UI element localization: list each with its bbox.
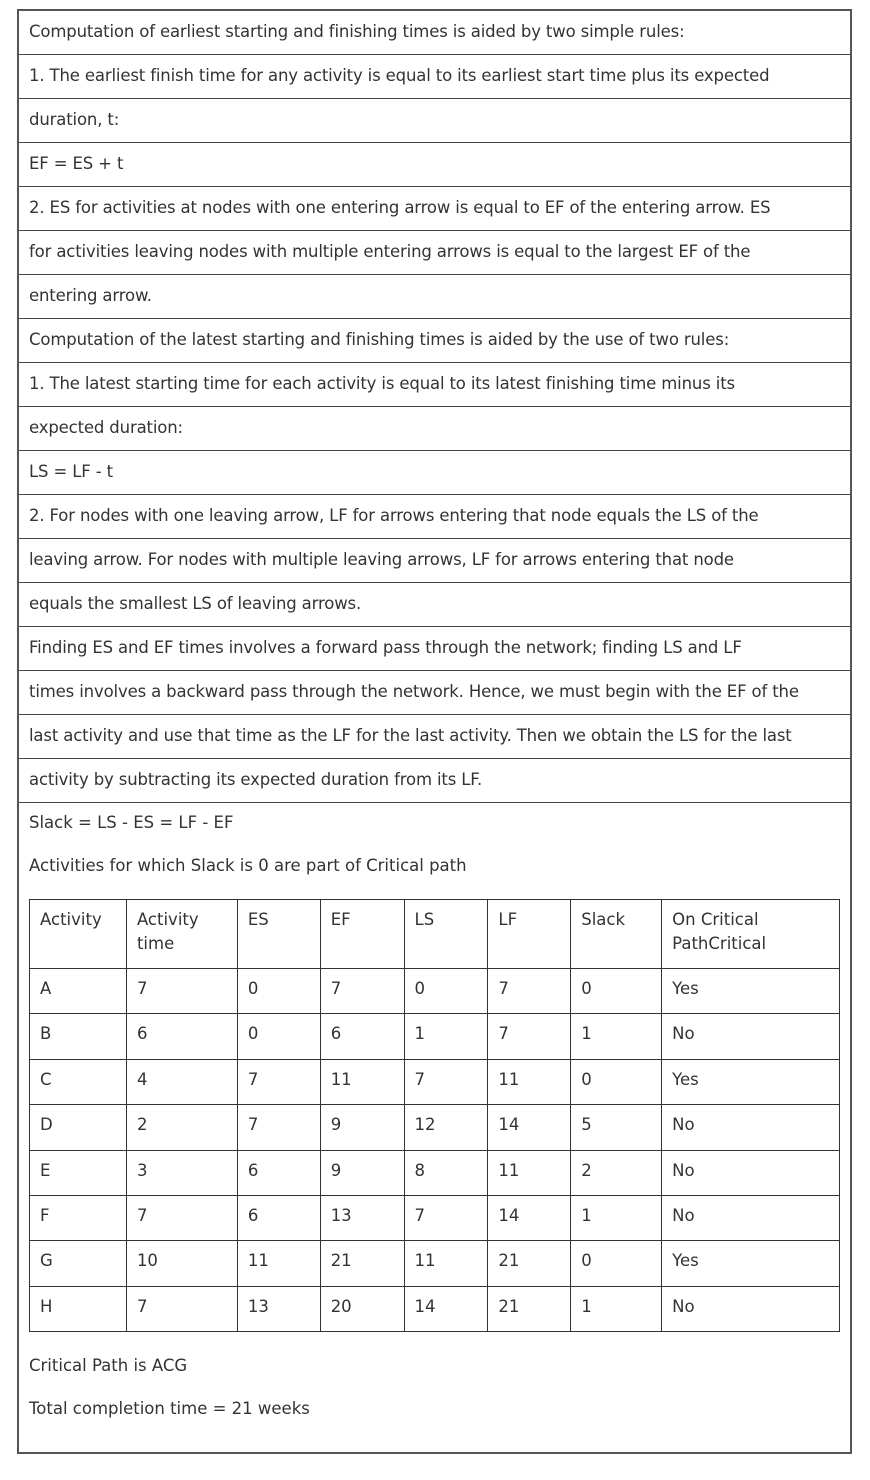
cell-ls: 0: [404, 969, 488, 1014]
cell-lf: 14: [488, 1105, 571, 1150]
cell-on-critical-path: No: [662, 1014, 840, 1059]
cell-lf: 7: [488, 969, 571, 1014]
cell-lf: 7: [488, 1014, 571, 1059]
cell-activity: B: [30, 1014, 127, 1059]
cell-slack: 5: [571, 1105, 662, 1150]
cell-on-critical-path: No: [662, 1105, 840, 1150]
cell-activity-time: 6: [126, 1014, 237, 1059]
text-line: 1. The earliest finish time for any activity is equal to its earliest start time plus its expected: [19, 55, 850, 99]
total-time-text: Total completion time = 21 weeks: [29, 1399, 310, 1419]
header-activity-time: Activity time: [126, 900, 237, 969]
cell-on-critical-path: Yes: [662, 969, 840, 1014]
table-row: [30, 1105, 840, 1150]
text-line: Finding ES and EF times involves a forward pass through the network; finding LS and LF: [19, 627, 850, 671]
text-line: equals the smallest LS of leaving arrows.: [19, 583, 850, 627]
text-line: EF = ES + t: [19, 143, 850, 187]
cell-activity: G: [30, 1241, 127, 1286]
text-lines: [19, 11, 850, 803]
table-body: [30, 969, 840, 1332]
cell-ef: 13: [320, 1195, 404, 1240]
cell-es: 0: [237, 969, 320, 1014]
cell-ls: 12: [404, 1105, 488, 1150]
table-row: [30, 1150, 840, 1195]
cell-activity-time: 7: [126, 969, 237, 1014]
cell-ef: 6: [320, 1014, 404, 1059]
cell-slack: 2: [571, 1150, 662, 1195]
text-line: Computation of earliest starting and finishing times is aided by two simple rules:: [19, 11, 850, 55]
cell-ef: 20: [320, 1286, 404, 1331]
cell-slack: 1: [571, 1286, 662, 1331]
text-line: entering arrow.: [19, 275, 850, 319]
text-line: times involves a backward pass through the network. Hence, we must begin with the EF of the: [19, 671, 850, 715]
cell-es: 7: [237, 1105, 320, 1150]
cell-ef: 9: [320, 1150, 404, 1195]
table-row: [30, 1286, 840, 1331]
table-row: [30, 1195, 840, 1240]
cell-slack: 0: [571, 1059, 662, 1104]
cell-activity-time: 7: [126, 1286, 237, 1331]
cell-es: 6: [237, 1150, 320, 1195]
text-line: duration, t:: [19, 99, 850, 143]
table-row: [30, 1059, 840, 1104]
cell-lf: 21: [488, 1241, 571, 1286]
cell-lf: 11: [488, 1059, 571, 1104]
text-line: activity by subtracting its expected duration from its LF.: [19, 759, 850, 803]
result-section: [19, 803, 850, 1452]
header-lf: LF: [488, 900, 571, 969]
slack-formula: Slack = LS - ES = LF - EF: [29, 813, 234, 832]
cell-lf: 21: [488, 1286, 571, 1331]
cell-es: 13: [237, 1286, 320, 1331]
text-line: 2. ES for activities at nodes with one entering arrow is equal to EF of the entering arrow. ES: [19, 187, 850, 231]
text-line: for activities leaving nodes with multiple entering arrows is equal to the largest EF of the: [19, 231, 850, 275]
text-line: Computation of the latest starting and finishing times is aided by the use of two rules:: [19, 319, 850, 363]
cell-slack: 1: [571, 1195, 662, 1240]
cell-activity-time: 7: [126, 1195, 237, 1240]
cell-on-critical-path: No: [662, 1150, 840, 1195]
cell-ef: 21: [320, 1241, 404, 1286]
cell-activity: F: [30, 1195, 127, 1240]
header-ef: EF: [320, 900, 404, 969]
cell-on-critical-path: No: [662, 1195, 840, 1240]
table-row: [30, 969, 840, 1014]
cell-activity: E: [30, 1150, 127, 1195]
header-activity: Activity: [30, 900, 127, 969]
cell-ls: 1: [404, 1014, 488, 1059]
text-line: last activity and use that time as the LF for the last activity. Then we obtain the LS for the last: [19, 715, 850, 759]
text-line: leaving arrow. For nodes with multiple leaving arrows, LF for arrows entering that node: [19, 539, 850, 583]
text-line: 2. For nodes with one leaving arrow, LF for arrows entering that node equals the LS of the: [19, 495, 850, 539]
cell-ls: 11: [404, 1241, 488, 1286]
header-on-critical-path: On Critical PathCritical: [662, 900, 840, 969]
header-slack: Slack: [571, 900, 662, 969]
cell-slack: 0: [571, 1241, 662, 1286]
cell-es: 11: [237, 1241, 320, 1286]
cell-slack: 0: [571, 969, 662, 1014]
cell-ef: 7: [320, 969, 404, 1014]
cell-activity-time: 4: [126, 1059, 237, 1104]
cell-ls: 7: [404, 1059, 488, 1104]
cell-on-critical-path: Yes: [662, 1059, 840, 1104]
text-line: expected duration:: [19, 407, 850, 451]
critical-path-text: Critical Path is ACG: [29, 1356, 188, 1376]
cell-lf: 11: [488, 1150, 571, 1195]
text-line: 1. The latest starting time for each activity is equal to its latest finishing time minus its: [19, 363, 850, 407]
cell-ls: 7: [404, 1195, 488, 1240]
cell-es: 6: [237, 1195, 320, 1240]
cell-activity-time: 10: [126, 1241, 237, 1286]
cell-activity-time: 2: [126, 1105, 237, 1150]
table-header-row: [30, 900, 840, 969]
cell-es: 7: [237, 1059, 320, 1104]
cell-on-critical-path: No: [662, 1286, 840, 1331]
slack-note: Activities for which Slack is 0 are part of Critical path: [29, 856, 467, 875]
cell-ef: 9: [320, 1105, 404, 1150]
cell-activity-time: 3: [126, 1150, 237, 1195]
cell-es: 0: [237, 1014, 320, 1059]
cell-ef: 11: [320, 1059, 404, 1104]
cell-lf: 14: [488, 1195, 571, 1240]
cell-ls: 14: [404, 1286, 488, 1331]
header-ls: LS: [404, 900, 488, 969]
table-row: [30, 1241, 840, 1286]
cell-activity: H: [30, 1286, 127, 1331]
cpm-table: [29, 899, 840, 1332]
cell-activity: C: [30, 1059, 127, 1104]
cell-ls: 8: [404, 1150, 488, 1195]
document-frame: [17, 9, 852, 1454]
table-row: [30, 1014, 840, 1059]
cell-activity: A: [30, 969, 127, 1014]
text-line: LS = LF - t: [19, 451, 850, 495]
header-es: ES: [237, 900, 320, 969]
cell-slack: 1: [571, 1014, 662, 1059]
cell-activity: D: [30, 1105, 127, 1150]
cell-on-critical-path: Yes: [662, 1241, 840, 1286]
